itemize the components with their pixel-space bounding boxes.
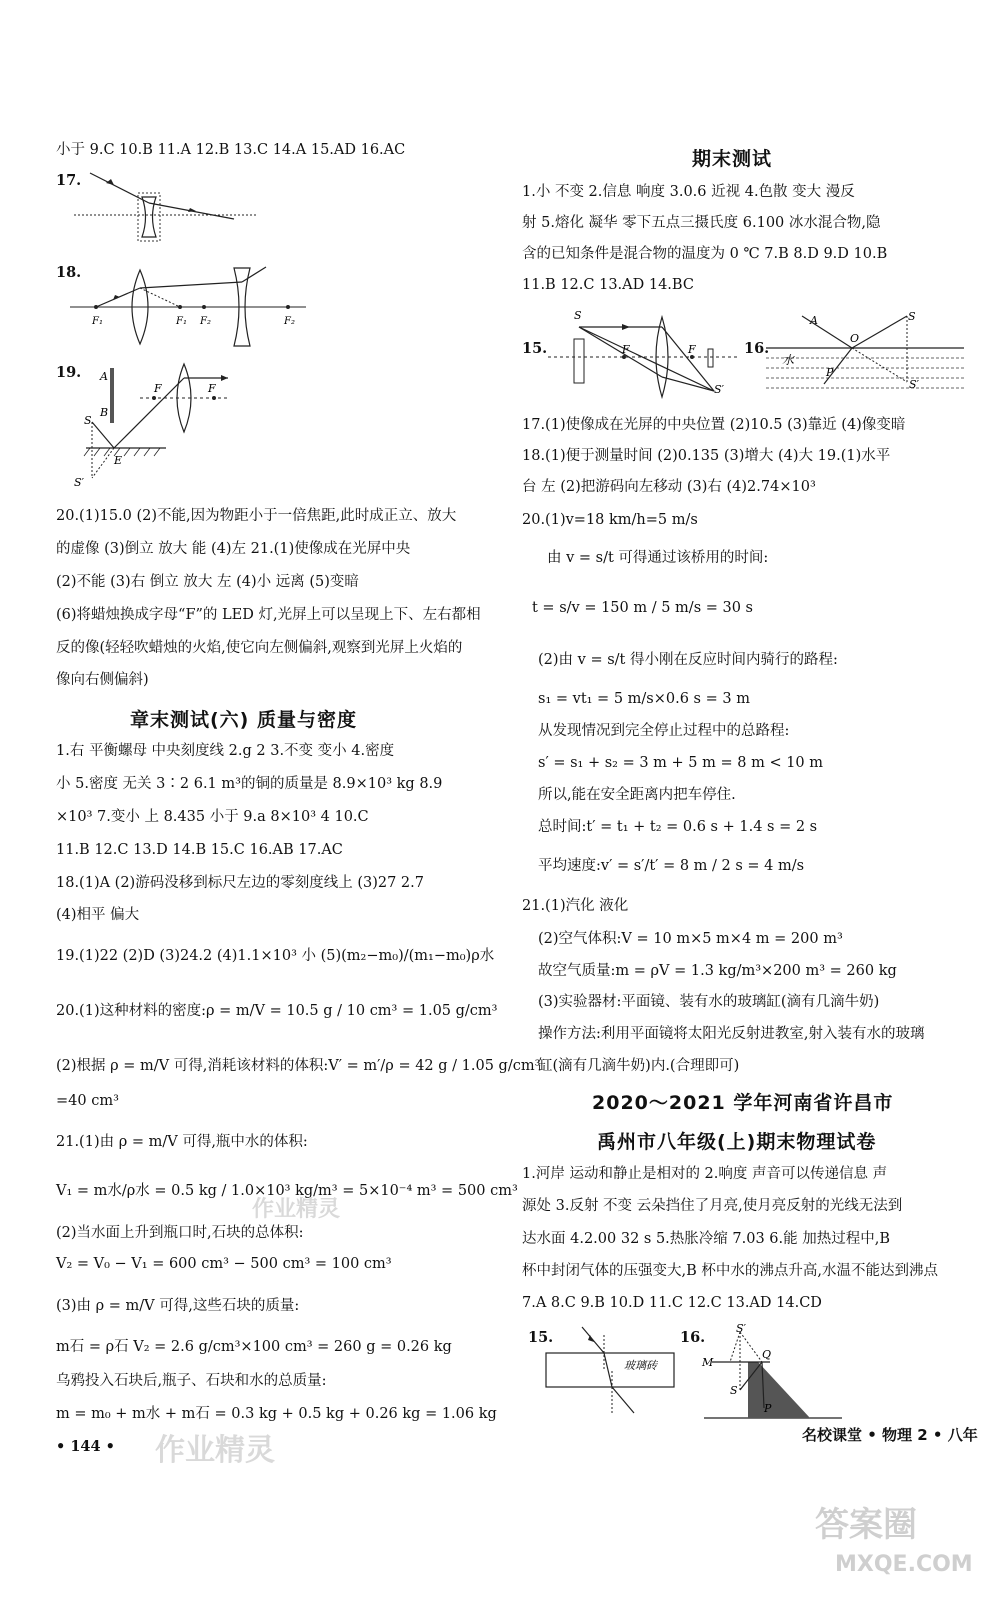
watermark: MXQE.COM [835,1552,973,1577]
point-label-S: S [84,414,92,427]
question-number-15: 15. [528,1329,554,1346]
answer-line: 台 左 (2)把游码向左移动 (3)右 (4)2.74×10³ [522,479,816,495]
answer-line: 反的像(轻轻吹蜡烛的火焰,使它向左侧偏斜,观察到光屏上火焰的 [56,640,463,656]
answer-line: 18.(1)A (2)游码没移到标尺左边的零刻度线上 (3)27 2.7 [56,875,424,891]
answer-line: 19.(1)22 (2)D (3)24.2 (4)1.1×10³ 小 (5)(m₂−m₀)/(m₁−m₀)ρ水 [56,948,495,964]
question-number-17: 17. [56,172,82,189]
answer-line: 所以,能在安全距离内把车停住. [538,787,736,803]
point-label-S: S [574,309,582,322]
answer-line: 达水面 4.2.00 32 s 5.热胀冷缩 7.03 6.能 加热过程中,B [522,1231,890,1247]
answer-line: ×10³ 7.变小 上 8.435 小于 9.a 8×10³ 4 10.C [56,809,369,825]
answer-line: 操作方法:利用平面镜将太阳光反射进教室,射入装有水的玻璃 [538,1026,925,1042]
point-label-M: M [702,1356,714,1369]
figure-15-glass-brick-diagram [542,1325,682,1420]
figure-16-mirror-reflection-diagram [700,1322,850,1422]
answer-line: 平均速度:v′ = s′/t′ = 8 m / 2 s = 4 m/s [538,858,805,874]
point-label-S: S [908,310,916,323]
figure-19-mirror-lens-diagram [56,360,496,495]
answer-line: m石 = ρ石 V₂ = 2.6 g/cm³×100 cm³ = 260 g = 0.26 kg [56,1339,452,1355]
answer-line: (2)当水面上升到瓶口时,石块的总体积: [56,1225,304,1241]
answer-line: 源处 3.反射 不变 云朵挡住了月亮,使月亮反射的光线无法到 [522,1198,903,1214]
answer-line: 1.右 平衡螺母 中央刻度线 2.g 2 3.不变 变小 4.密度 [56,743,395,759]
focus-label: F₂ [284,316,295,327]
answer-line: 总时间:t′ = t₁ + t₂ = 0.6 s + 1.4 s = 2 s [538,819,818,835]
answer-line: s′ = s₁ + s₂ = 3 m + 5 m = 8 m < 10 m [538,755,824,771]
watermark: 作业精灵 [155,1433,275,1468]
answer-line: 从发现情况到完全停止过程中的总路程: [538,723,790,739]
answer-line: =40 cm³ [56,1093,119,1109]
answer-line: 1.河岸 运动和静止是相对的 2.响度 声音可以传递信息 声 [522,1166,888,1182]
answer-line: 7.A 8.C 9.B 10.D 11.C 12.C 13.AD 14.CD [522,1295,822,1311]
answer-line: 20.(1)15.0 (2)不能,因为物距小于一倍焦距,此时成正立、放大 [56,508,457,524]
point-label-S-prime: S′ [74,476,85,489]
point-label-A: A [100,370,108,383]
section-heading: 2020～2021 学年河南省许昌市 [592,1092,894,1114]
point-label-S-prime: S′ [714,383,725,396]
section-heading: 章末测试(六) 质量与密度 [130,709,357,731]
answer-line: t = s/v = 150 m / 5 m/s = 30 s [532,600,753,616]
section-heading: 期末测试 [692,148,773,170]
answer-line: V₁ = m水/ρ水 = 0.5 kg / 1.0×10³ kg/m³ = 5×10⁻⁴ m³ = 500 cm³ [56,1183,518,1199]
answer-line: (3)由 ρ = m/V 可得,这些石块的质量: [56,1298,300,1314]
question-number-19: 19. [56,364,82,381]
answer-line: 18.(1)便于测量时间 (2)0.135 (3)增大 (4)大 19.(1)水平 [522,448,891,464]
answer-line: 20.(1)这种材料的密度:ρ = m/V = 10.5 g / 10 cm³ = 1.05 g/cm³ [56,1003,498,1019]
point-label-P: P [826,366,834,379]
answer-line: 17.(1)使像成在光屏的中央位置 (2)10.5 (3)靠近 (4)像变暗 [522,417,906,433]
answer-line: 21.(1)汽化 液化 [522,898,629,914]
answer-line: (3)实验器材:平面镜、装有水的玻璃缸(滴有几滴牛奶) [538,994,880,1010]
point-label-E: E [114,454,123,467]
question-number-16: 16. [744,340,770,357]
answer-line: (2)空气体积:V = 10 m×5 m×4 m = 200 m³ [538,931,843,947]
point-label-F: F [208,382,216,395]
point-label-O: O [850,332,860,345]
page-number: • 144 • [56,1438,115,1455]
answer-line: 缸(滴有几滴牛奶)内.(合理即可) [538,1058,740,1074]
answer-line: 故空气质量:m = ρV = 1.3 kg/m³×200 m³ = 260 kg [538,963,897,979]
answer-line: 乌鸦投入石块后,瓶子、石块和水的总质量: [56,1373,327,1389]
answer-line: 1.小 不变 2.信息 响度 3.0.6 近视 4.色散 变大 漫反 [522,184,855,200]
answer-line: V₂ = V₀ − V₁ = 600 cm³ − 500 cm³ = 100 cm³ [56,1256,392,1272]
answer-line: 含的已知条件是混合物的温度为 0 ℃ 7.B 8.D 9.D 10.B [522,246,888,262]
focus-label: F₁ [176,316,187,327]
figure-18-convex-concave-lens-diagram [56,262,496,352]
water-label: 水 [782,353,795,367]
answer-line: 11.B 12.C 13.AD 14.BC [522,277,694,293]
figure-15-lens-imaging-diagram [542,305,742,405]
glass-brick-label: 玻璃砖 [624,1359,657,1372]
answer-line: 小于 9.C 10.B 11.A 12.B 13.C 14.A 15.AD 16.AC [56,142,406,158]
point-label-F: F [154,382,162,395]
question-number-16: 16. [680,1329,706,1346]
answer-line: (6)将蜡烛换成字母“F”的 LED 灯,光屏上可以呈现上下、左右都相 [56,607,481,623]
answer-line: (2)由 v = s/t 得小刚在反应时间内骑行的路程: [538,652,838,668]
point-label-F: F [622,343,630,356]
answer-line: 由 v = s/t 可得通过该桥用的时间: [547,550,769,566]
watermark: 作业精灵 [252,1197,341,1222]
answer-line: 20.(1)v=18 km/h=5 m/s [522,512,698,528]
answer-line: 11.B 12.C 13.D 14.B 15.C 16.AB 17.AC [56,842,343,858]
point-label-A: A [810,314,818,327]
answer-line: (2)根据 ρ = m/V 可得,消耗该材料的体积:V′ = m′/ρ = 42 g / 1.05 g/cm³ [56,1058,541,1074]
question-number-18: 18. [56,264,82,281]
question-number-15: 15. [522,340,548,357]
focus-label: F₂ [200,316,211,327]
answer-line: 射 5.熔化 凝华 零下五点三摄氏度 6.100 冰水混合物,隐 [522,215,881,231]
page-footer: 名校课堂 • 物理 2 • 八年 [802,1426,978,1444]
answer-line: 杯中封闭气体的压强变大,B 杯中水的沸点升高,水温不能达到沸点 [522,1263,938,1279]
answer-line: s₁ = vt₁ = 5 m/s×0.6 s = 3 m [538,691,750,707]
point-label-P: P [764,1402,772,1415]
answer-line: 像向右侧偏斜) [56,672,149,688]
point-label-F: F [688,343,696,356]
answer-line: 小 5.密度 无关 3∶2 6.1 m³的铜的质量是 8.9×10³ kg 8.9 [56,776,443,792]
answer-line: m = m₀ + m水 + m石 = 0.3 kg + 0.5 kg + 0.26 kg = 1.06 kg [56,1406,497,1422]
point-label-S-prime: S′ [909,378,920,391]
watermark: 答案圈 [815,1505,917,1545]
point-label-S: S [730,1384,738,1397]
point-label-B: B [100,406,109,419]
section-heading: 禹州市八年级(上)期末物理试卷 [597,1131,877,1153]
answer-line: 的虚像 (3)倒立 放大 能 (4)左 21.(1)使像成在光屏中央 [56,541,411,557]
answer-line: 21.(1)由 ρ = m/V 可得,瓶中水的体积: [56,1134,308,1150]
answer-line: (2)不能 (3)右 倒立 放大 左 (4)小 远离 (5)变暗 [56,574,359,590]
figure-16-refraction-diagram [762,312,967,407]
point-label-S-prime: S′ [736,1322,747,1335]
answer-line: (4)相平 偏大 [56,907,140,923]
figure-17-concave-lens-diagram [56,165,496,250]
focus-label: F₁ [92,316,103,327]
point-label-Q: Q [762,1348,772,1361]
